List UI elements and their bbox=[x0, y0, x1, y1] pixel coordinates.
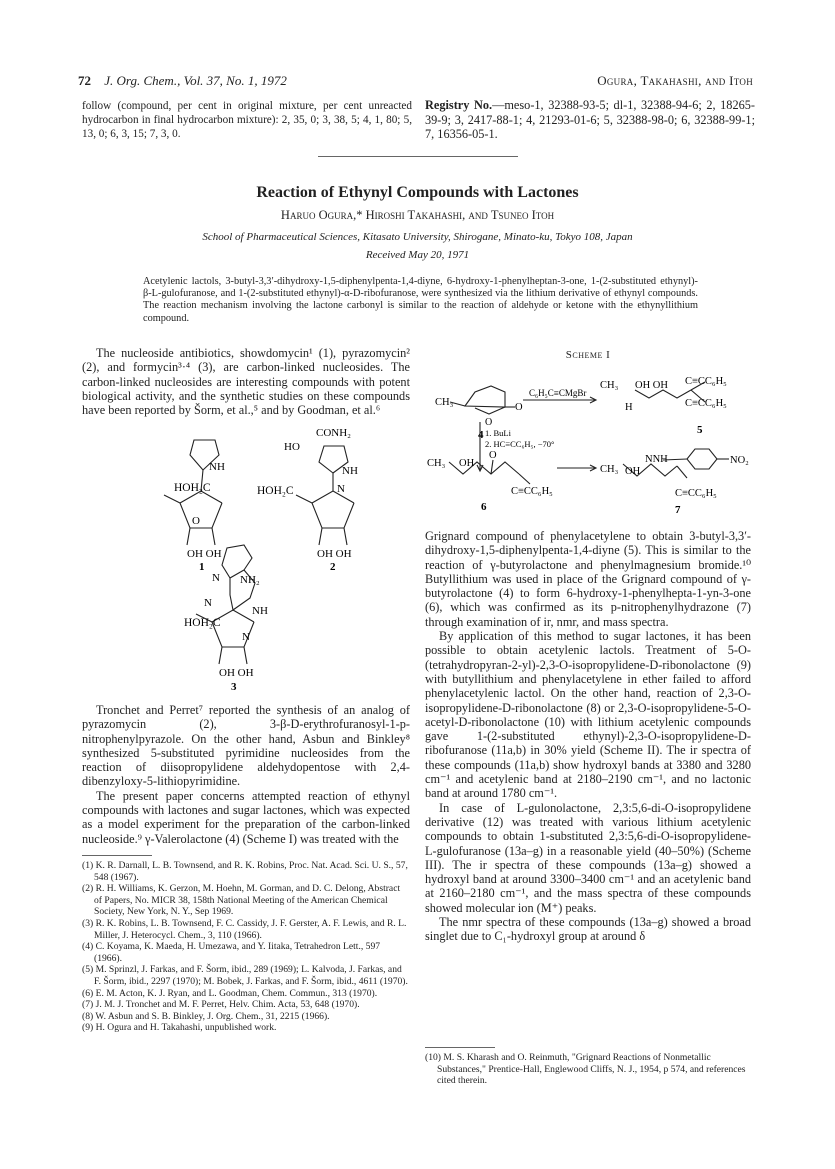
label-5: 5 bbox=[697, 424, 703, 436]
s-no2: NO₂ bbox=[730, 455, 749, 466]
s-c-cc6h5-6: C≡CC₆H₅ bbox=[511, 486, 553, 497]
footnote: (8) W. Asbun and S. B. Binkley, J. Org. Chem., 31, 2215 (1966). bbox=[82, 1010, 330, 1022]
struct1-ring-o: O bbox=[192, 515, 200, 527]
s-h: H bbox=[625, 402, 633, 413]
structures-figure bbox=[112, 427, 412, 702]
s-carbonyl-o: O bbox=[515, 402, 523, 413]
right-body bbox=[425, 529, 751, 944]
page-number: 72 bbox=[78, 73, 91, 88]
footnote: (9) H. Ogura and H. Takahashi, unpublished work. bbox=[82, 1022, 277, 1034]
paragraph: Tronchet and Perret⁷ reported the synthesis of an analog of pyrazomycin (2), 3-β-D-erythrofuranosyl-1-p-nitrophenylpyrazole. On the other hand, Asbun and Binkley⁸ synthesized 5-substituted pyrimidine nucleosides from the reaction of diisopropylidene aldehydopentose with 2,4-dibenzyloxy-5-lithiopyrimidine. bbox=[82, 703, 410, 789]
s-c-cc6h5-a: C≡CC₆H₅ bbox=[685, 376, 727, 387]
s-c-cc6h5-7: C≡CC₆H₅ bbox=[675, 488, 717, 499]
s-o-6: O bbox=[489, 450, 497, 461]
struct3-n1: N bbox=[212, 572, 220, 584]
struct3-n3: N bbox=[242, 631, 250, 643]
struct3-label: 3 bbox=[231, 681, 237, 693]
s-ring-o: O bbox=[485, 417, 493, 428]
journal-citation: J. Org. Chem., Vol. 37, No. 1, 1972 bbox=[104, 73, 287, 88]
struct2-nh: NH bbox=[342, 465, 358, 477]
s-oh-7: OH bbox=[625, 466, 641, 477]
footnote: (5) M. Sprinzl, J. Farkas, and F. Šorm, ibid., 289 (1969); L. Kalvoda, J. Farkas, and F. Šorm, ibid., 2297 (1970); M. Bobek, J. Farkas, and F. Šorm, ibid., 4611 (1970). bbox=[82, 964, 408, 987]
reagent-grignard: C₆H₅C≡CMgBr bbox=[529, 388, 587, 398]
label-7: 7 bbox=[675, 504, 681, 516]
footnote-rule-right bbox=[425, 1047, 495, 1048]
left-body bbox=[82, 703, 410, 846]
s-nnh: NNH bbox=[645, 454, 668, 465]
paragraph: By application of this method to sugar lactones, it has been possible to obtain acetylenic lactols. Treatment of 5-O-(tetrahydropyran-2-yl)-2,3-O-isopropylidene-D-ribonolactone (9) with butyllithium and phenylacetylene in ether failed to afford phenylacetylenic lactol. On the other hand, reaction of 2,3-O-isopropylidene-D-ribonolactone (8) or 2,3-O-isopropylidene-5-O-acetyl-D-ribonolactone (10) with lithium acetylenic compounds gave 1-(2-substituted ethynyl)-2,3-O-isopropylidene-D-ribofuranose (11a,b) in 30% yield (Scheme II). The ir spectra of these compounds (11a,b) show hydroxyl bands at 3380 and 3280 cm⁻¹ and acetylenic band at 2180–2190 cm⁻¹, and no lactonic band at around 1780 cm⁻¹. bbox=[425, 629, 751, 801]
paragraph: The nmr spectra of these compounds (13a–g) showed a broad singlet due to C₁-hydroxyl group at around δ bbox=[425, 915, 751, 944]
s-ohoh-5: OH OH bbox=[635, 380, 668, 391]
reagent-buli: 1. BuLi bbox=[485, 428, 511, 438]
article-title: Reaction of Ethynyl Compounds with Lactones bbox=[256, 184, 579, 201]
footnote: (3) R. K. Robins, L. B. Townsend, F. C. Cassidy, J. F. Gerster, A. F. Lewis, and R. L. Miller, J. Heterocycl. Chem., 3, 110 (1966). bbox=[82, 917, 407, 941]
received-date: Received May 20, 1971 bbox=[365, 249, 470, 261]
label-6: 6 bbox=[481, 501, 487, 513]
article-divider bbox=[318, 156, 518, 157]
footnote: (7) J. M. J. Tronchet and M. F. Perret, Helv. Chim. Acta, 53, 648 (1970). bbox=[82, 999, 360, 1011]
footnote: (6) E. M. Acton, K. J. Ryan, and L. Goodman, Chem. Commun., 313 (1970). bbox=[82, 987, 378, 999]
paragraph: Grignard compound of phenylacetylene to obtain 3-butyl-3,3′-dihydroxy-1,5-diphenylpenta-1,4-diyne (5). This is similar to the reaction of γ-butyrolactone and phenylmagnesium bromide.¹⁰ Butyllithium was used in place of the Grignard compound of γ-butyrolactone (4) to form 6-hydroxy-1-phenylhepta-1-yn-3-one (6), which was confirmed as its p-nitrophenylhydrazone (7) through examination of ir, nmr, and mass spectra. bbox=[425, 529, 751, 629]
s-oh-6: OH bbox=[459, 458, 475, 469]
struct3-ohoh: OH OH bbox=[219, 667, 254, 679]
paragraph: The present paper concerns attempted reaction of ethynyl compounds with lactones and sugar lactones, which was expected as a model experiment for the preparation of the carbon-linked nucleoside.⁹ γ-Valerolactone (4) (Scheme I) was treated with the bbox=[82, 788, 410, 846]
intro-paragraph bbox=[82, 346, 410, 417]
paragraph: In case of L-gulonolactone, 2,3:5,6-di-O-isopropylidene derivative (12) was treated with various lithium acetylenic compounds to obtain 1-substituted 2,3:5,6-di-O-isopropylidene-L-gulofuranose (13a–g) in a reasonable yield (40–50%) (Scheme III). The ir spectra of these compounds (13a–g) showed a hydroxyl band at around 3300–3400 cm⁻¹ and an acetylenic band at 2160–2180 cm⁻¹, and the mass spectra of these compounds showed molecular ion (M⁺) peaks. bbox=[425, 800, 751, 915]
footnote-rule bbox=[82, 855, 152, 856]
struct3-hoh2c: HOH₂C bbox=[184, 617, 221, 629]
struct2-conh2: CONH₂ bbox=[316, 427, 352, 439]
reagent-acetylene: 2. HC≡CC₆H₅, −70° bbox=[485, 439, 555, 449]
article-authors: Haruo Ogura,* Hiroshi Takahashi, and Tsuneo Itoh bbox=[280, 208, 555, 222]
struct2-label: 2 bbox=[330, 561, 336, 573]
footnote: (1) K. R. Darnall, L. B. Townsend, and R. K. Robins, Proc. Nat. Acad. Sci. U. S., 57, 548 (1967). bbox=[82, 860, 408, 883]
previous-article-fragment: follow (compound, per cent in original mixture, per cent unreacted hydrocarbon in final hydrocarbon mixture): 2, 35, 0; 3, 38, 5; 4, 1, 80; 5, 13, 0; 6, 3, 15; 7, 3, 0. bbox=[82, 100, 412, 140]
struct1-label: 1 bbox=[199, 561, 205, 573]
s-ch3-4: CH₃ bbox=[435, 397, 454, 408]
struct1-ohoh: OH OH bbox=[187, 548, 222, 560]
scheme-1 bbox=[425, 362, 755, 527]
registry-label: Registry No. bbox=[425, 98, 493, 112]
footnote: (2) R. H. Williams, K. Gerzon, M. Hoehn, M. Gorman, and D. C. Delong, Abstract of Papers, No. MICR 38, 158th National Meeting of the American Chemical Society, New York, N. Y., Sep 1969. bbox=[82, 883, 401, 918]
struct3-n2: N bbox=[204, 597, 212, 609]
paragraph: The nucleoside antibiotics, showdomycin¹ (1), pyrazomycin² (2), and formycin³·⁴ (3), are carbon-linked nucleosides. The carbon-linked nucleosides are interesting compounds with potent biological activity, and the synthetic studies on these compounds have been reported by Šorm, et al.,⁵ and by Goodman, et al.⁶ bbox=[82, 346, 410, 418]
footnotes bbox=[82, 860, 410, 1034]
struct2-n: N bbox=[337, 483, 345, 495]
s-c-cc6h5-b: C≡CC₆H₅ bbox=[685, 398, 727, 409]
running-header-left bbox=[78, 73, 287, 89]
s-ch3-6: CH₃ bbox=[427, 458, 446, 469]
registry-numbers bbox=[425, 98, 755, 142]
struct3-nh: NH bbox=[252, 605, 268, 617]
footnote: (10) M. S. Kharash and O. Reinmuth, "Grignard Reactions of Nonmetallic Substances," Prentice-Hall, Englewood Cliffs, N. J., 1954, p 574, and references cited therein. bbox=[425, 1052, 746, 1087]
struct2-ho: HO bbox=[284, 441, 300, 453]
struct1-nh: NH bbox=[209, 461, 225, 473]
s-ch3-7: CH₃ bbox=[600, 464, 619, 475]
label-4: 4 bbox=[478, 429, 484, 441]
struct2-ohoh: OH OH bbox=[317, 548, 352, 560]
s-ch3-5: CH₃ bbox=[600, 380, 619, 391]
footnote-10 bbox=[425, 1052, 751, 1087]
struct2-hoh2c: HOH₂C bbox=[257, 485, 294, 497]
abstract: Acetylenic lactols, 3-butyl-3,3′-dihydroxy-1,5-diphenylpenta-1,4-diyne, 6-hydroxy-1-phenylheptan-3-one, 1-(2-substituted ethynyl)-β-L-gulofuranose, and 1-(2-substituted ethynyl)-α-D-ribofuranose, were synthesized via the lithium derivative of ethynyl compounds. The reaction mechanism involving the lactone carbonyl is similar to the reaction of aldehyde or ketone with the ethynyllithium compound. bbox=[143, 276, 698, 324]
registry-text: —meso-1, 32388-93-5; dl-1, 32388-94-6; 2, 18265-39-9; 3, 2417-88-1; 4, 21293-01-6; 5, 32388-98-0; 6, 32388-99-1; 7, 16356-05-1. bbox=[425, 98, 755, 142]
footnote: (4) C. Koyama, K. Maeda, H. Umezawa, and Y. Iitaka, Tetrahedron Lett., 597 (1966). bbox=[82, 941, 381, 964]
struct1-hoh2c: HOH₂C bbox=[174, 482, 211, 494]
running-header-authors: Ogura, Takahashi, and Itoh bbox=[597, 73, 753, 88]
affiliation: School of Pharmaceutical Sciences, Kitasato University, Shirogane, Minato-ku, Tokyo 108, Japan bbox=[202, 231, 633, 243]
scheme-title: Scheme I bbox=[565, 349, 611, 361]
struct3-nh2: NH₂ bbox=[240, 574, 260, 586]
